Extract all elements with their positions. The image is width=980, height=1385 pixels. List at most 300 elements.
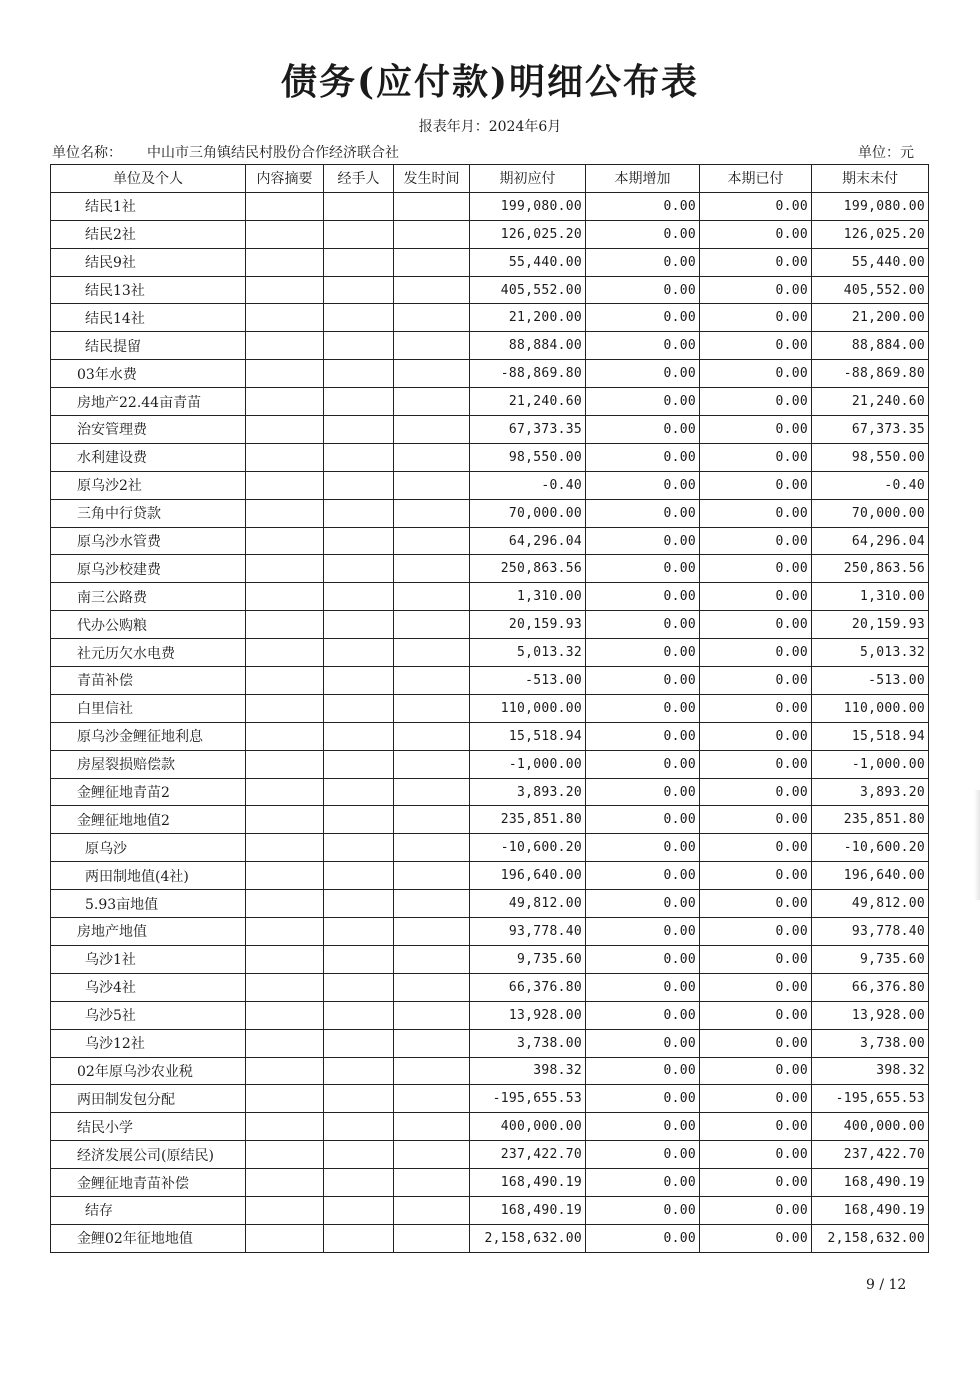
table-body bbox=[51, 192, 929, 1252]
cell-opening: 66,376.80 bbox=[470, 973, 586, 1001]
table-row bbox=[51, 778, 929, 806]
cell-opening: 20,159.93 bbox=[470, 611, 586, 639]
cell-date bbox=[394, 332, 470, 360]
cell-summary bbox=[246, 1057, 324, 1085]
cell-closing: 49,812.00 bbox=[812, 890, 929, 918]
table-row bbox=[51, 1196, 929, 1224]
cell-increase: 0.00 bbox=[586, 360, 700, 388]
cell-closing: -195,655.53 bbox=[812, 1085, 929, 1113]
cell-paid: 0.00 bbox=[700, 499, 812, 527]
cell-summary bbox=[246, 1001, 324, 1029]
cell-increase: 0.00 bbox=[586, 834, 700, 862]
cell-handler bbox=[324, 332, 394, 360]
cell-increase: 0.00 bbox=[586, 778, 700, 806]
cell-increase: 0.00 bbox=[586, 1169, 700, 1197]
col-header-handler: 经手人 bbox=[324, 165, 394, 193]
cell-opening: 405,552.00 bbox=[470, 276, 586, 304]
cell-date bbox=[394, 583, 470, 611]
cell-closing: 168,490.19 bbox=[812, 1196, 929, 1224]
cell-summary bbox=[246, 667, 324, 695]
cell-entity: 原乌沙金鲤征地利息 bbox=[51, 722, 246, 750]
cell-increase: 0.00 bbox=[586, 722, 700, 750]
cell-handler bbox=[324, 276, 394, 304]
cell-paid: 0.00 bbox=[700, 1196, 812, 1224]
cell-date bbox=[394, 1141, 470, 1169]
table-row bbox=[51, 918, 929, 946]
cell-opening: -195,655.53 bbox=[470, 1085, 586, 1113]
table-row bbox=[51, 1029, 929, 1057]
cell-date bbox=[394, 778, 470, 806]
cell-paid: 0.00 bbox=[700, 1141, 812, 1169]
cell-handler bbox=[324, 1224, 394, 1252]
cell-handler bbox=[324, 248, 394, 276]
cell-paid: 0.00 bbox=[700, 471, 812, 499]
cell-entity: 结存 bbox=[51, 1196, 246, 1224]
cell-date bbox=[394, 555, 470, 583]
cell-date bbox=[394, 890, 470, 918]
cell-opening: -88,869.80 bbox=[470, 360, 586, 388]
cell-date bbox=[394, 862, 470, 890]
table-row bbox=[51, 583, 929, 611]
cell-increase: 0.00 bbox=[586, 611, 700, 639]
cell-increase: 0.00 bbox=[586, 499, 700, 527]
table-row bbox=[51, 750, 929, 778]
cell-paid: 0.00 bbox=[700, 945, 812, 973]
cell-entity: 经济发展公司(原结民) bbox=[51, 1141, 246, 1169]
cell-paid: 0.00 bbox=[700, 527, 812, 555]
page-title: 债务(应付款)明细公布表 bbox=[280, 61, 700, 103]
cell-opening: -0.40 bbox=[470, 471, 586, 499]
cell-opening: 55,440.00 bbox=[470, 248, 586, 276]
cell-closing: 98,550.00 bbox=[812, 443, 929, 471]
cell-closing: 398.32 bbox=[812, 1057, 929, 1085]
cell-closing: 196,640.00 bbox=[812, 862, 929, 890]
cell-entity: 03年水费 bbox=[51, 360, 246, 388]
col-header-opening: 期初应付 bbox=[470, 165, 586, 193]
table-row bbox=[51, 360, 929, 388]
cell-closing: -0.40 bbox=[812, 471, 929, 499]
cell-increase: 0.00 bbox=[586, 806, 700, 834]
table-row bbox=[51, 443, 929, 471]
cell-opening: 235,851.80 bbox=[470, 806, 586, 834]
cell-closing: 110,000.00 bbox=[812, 694, 929, 722]
cell-opening: 93,778.40 bbox=[470, 918, 586, 946]
cell-paid: 0.00 bbox=[700, 918, 812, 946]
col-header-summary: 内容摘要 bbox=[246, 165, 324, 193]
cell-increase: 0.00 bbox=[586, 1029, 700, 1057]
cell-increase: 0.00 bbox=[586, 443, 700, 471]
cell-handler bbox=[324, 220, 394, 248]
cell-summary bbox=[246, 304, 324, 332]
cell-summary bbox=[246, 583, 324, 611]
cell-entity: 结民13社 bbox=[51, 276, 246, 304]
cell-date bbox=[394, 750, 470, 778]
col-header-closing: 期末未付 bbox=[812, 165, 929, 193]
table-row bbox=[51, 945, 929, 973]
cell-handler bbox=[324, 694, 394, 722]
cell-closing: 93,778.40 bbox=[812, 918, 929, 946]
cell-closing: -88,869.80 bbox=[812, 360, 929, 388]
table-row bbox=[51, 388, 929, 416]
cell-paid: 0.00 bbox=[700, 443, 812, 471]
table-row bbox=[51, 611, 929, 639]
cell-opening: 9,735.60 bbox=[470, 945, 586, 973]
cell-increase: 0.00 bbox=[586, 248, 700, 276]
currency-unit: 单位：元 bbox=[858, 145, 914, 161]
cell-date bbox=[394, 192, 470, 220]
cell-closing: 126,025.20 bbox=[812, 220, 929, 248]
cell-paid: 0.00 bbox=[700, 304, 812, 332]
table-row bbox=[51, 1141, 929, 1169]
cell-opening: 21,200.00 bbox=[470, 304, 586, 332]
table-row bbox=[51, 806, 929, 834]
cell-handler bbox=[324, 583, 394, 611]
cell-handler bbox=[324, 862, 394, 890]
cell-entity: 金鲤02年征地地值 bbox=[51, 1224, 246, 1252]
cell-opening: 3,893.20 bbox=[470, 778, 586, 806]
cell-paid: 0.00 bbox=[700, 611, 812, 639]
cell-date bbox=[394, 416, 470, 444]
cell-summary bbox=[246, 443, 324, 471]
cell-increase: 0.00 bbox=[586, 1141, 700, 1169]
cell-opening: -10,600.20 bbox=[470, 834, 586, 862]
cell-handler bbox=[324, 192, 394, 220]
cell-entity: 白里信社 bbox=[51, 694, 246, 722]
cell-summary bbox=[246, 499, 324, 527]
cell-handler bbox=[324, 806, 394, 834]
cell-paid: 0.00 bbox=[700, 1224, 812, 1252]
cell-date bbox=[394, 248, 470, 276]
cell-closing: 235,851.80 bbox=[812, 806, 929, 834]
cell-date bbox=[394, 220, 470, 248]
cell-opening: 400,000.00 bbox=[470, 1113, 586, 1141]
cell-opening: 49,812.00 bbox=[470, 890, 586, 918]
table-row bbox=[51, 722, 929, 750]
cell-increase: 0.00 bbox=[586, 583, 700, 611]
cell-paid: 0.00 bbox=[700, 1085, 812, 1113]
cell-date bbox=[394, 1085, 470, 1113]
cell-paid: 0.00 bbox=[700, 220, 812, 248]
table-row bbox=[51, 694, 929, 722]
cell-handler bbox=[324, 360, 394, 388]
cell-date bbox=[394, 304, 470, 332]
cell-handler bbox=[324, 471, 394, 499]
cell-date bbox=[394, 499, 470, 527]
cell-summary bbox=[246, 806, 324, 834]
cell-paid: 0.00 bbox=[700, 332, 812, 360]
cell-paid: 0.00 bbox=[700, 192, 812, 220]
cell-summary bbox=[246, 694, 324, 722]
cell-entity: 5.93亩地值 bbox=[51, 890, 246, 918]
cell-opening: 13,928.00 bbox=[470, 1001, 586, 1029]
cell-increase: 0.00 bbox=[586, 1001, 700, 1029]
cell-handler bbox=[324, 890, 394, 918]
scan-edge-shadow bbox=[974, 790, 980, 900]
cell-date bbox=[394, 973, 470, 1001]
cell-paid: 0.00 bbox=[700, 555, 812, 583]
cell-entity: 乌沙5社 bbox=[51, 1001, 246, 1029]
cell-summary bbox=[246, 611, 324, 639]
cell-increase: 0.00 bbox=[586, 220, 700, 248]
cell-paid: 0.00 bbox=[700, 248, 812, 276]
cell-increase: 0.00 bbox=[586, 945, 700, 973]
cell-closing: 13,928.00 bbox=[812, 1001, 929, 1029]
cell-entity: 乌沙1社 bbox=[51, 945, 246, 973]
table-row bbox=[51, 1113, 929, 1141]
cell-summary bbox=[246, 722, 324, 750]
cell-increase: 0.00 bbox=[586, 639, 700, 667]
cell-paid: 0.00 bbox=[700, 1113, 812, 1141]
cell-closing: 400,000.00 bbox=[812, 1113, 929, 1141]
cell-opening: 67,373.35 bbox=[470, 416, 586, 444]
cell-handler bbox=[324, 945, 394, 973]
cell-summary bbox=[246, 388, 324, 416]
cell-summary bbox=[246, 1113, 324, 1141]
cell-increase: 0.00 bbox=[586, 304, 700, 332]
payables-table bbox=[50, 164, 929, 1253]
cell-paid: 0.00 bbox=[700, 750, 812, 778]
cell-handler bbox=[324, 499, 394, 527]
cell-paid: 0.00 bbox=[700, 862, 812, 890]
cell-opening: 5,013.32 bbox=[470, 639, 586, 667]
cell-increase: 0.00 bbox=[586, 527, 700, 555]
table-row bbox=[51, 276, 929, 304]
cell-opening: 70,000.00 bbox=[470, 499, 586, 527]
cell-summary bbox=[246, 555, 324, 583]
table-row bbox=[51, 834, 929, 862]
cell-increase: 0.00 bbox=[586, 276, 700, 304]
cell-summary bbox=[246, 332, 324, 360]
cell-paid: 0.00 bbox=[700, 806, 812, 834]
cell-entity: 两田制地值(4社) bbox=[51, 862, 246, 890]
cell-opening: 199,080.00 bbox=[470, 192, 586, 220]
cell-entity: 结民1社 bbox=[51, 192, 246, 220]
cell-entity: 原乌沙 bbox=[51, 834, 246, 862]
unit-info-row bbox=[52, 142, 914, 162]
cell-paid: 0.00 bbox=[700, 973, 812, 1001]
cell-entity: 房地产地值 bbox=[51, 918, 246, 946]
cell-entity: 金鲤征地地值2 bbox=[51, 806, 246, 834]
table-row bbox=[51, 527, 929, 555]
cell-paid: 0.00 bbox=[700, 583, 812, 611]
cell-entity: 金鲤征地青苗2 bbox=[51, 778, 246, 806]
cell-handler bbox=[324, 527, 394, 555]
cell-date bbox=[394, 918, 470, 946]
cell-date bbox=[394, 471, 470, 499]
table-row bbox=[51, 1085, 929, 1113]
cell-handler bbox=[324, 722, 394, 750]
cell-date bbox=[394, 1196, 470, 1224]
cell-date bbox=[394, 639, 470, 667]
cell-summary bbox=[246, 360, 324, 388]
cell-closing: -513.00 bbox=[812, 667, 929, 695]
cell-opening: 196,640.00 bbox=[470, 862, 586, 890]
cell-closing: 3,738.00 bbox=[812, 1029, 929, 1057]
table-row bbox=[51, 416, 929, 444]
cell-increase: 0.00 bbox=[586, 1113, 700, 1141]
cell-summary bbox=[246, 1141, 324, 1169]
cell-summary bbox=[246, 834, 324, 862]
cell-entity: 代办公购粮 bbox=[51, 611, 246, 639]
cell-entity: 原乌沙水管费 bbox=[51, 527, 246, 555]
table-row bbox=[51, 332, 929, 360]
cell-entity: 乌沙12社 bbox=[51, 1029, 246, 1057]
cell-date bbox=[394, 667, 470, 695]
cell-closing: 15,518.94 bbox=[812, 722, 929, 750]
cell-handler bbox=[324, 918, 394, 946]
cell-entity: 结民提留 bbox=[51, 332, 246, 360]
cell-increase: 0.00 bbox=[586, 973, 700, 1001]
cell-entity: 三角中行贷款 bbox=[51, 499, 246, 527]
table-row bbox=[51, 639, 929, 667]
cell-opening: 168,490.19 bbox=[470, 1196, 586, 1224]
table-row bbox=[51, 890, 929, 918]
cell-handler bbox=[324, 611, 394, 639]
cell-summary bbox=[246, 416, 324, 444]
table-row bbox=[51, 862, 929, 890]
cell-summary bbox=[246, 862, 324, 890]
cell-summary bbox=[246, 973, 324, 1001]
cell-handler bbox=[324, 555, 394, 583]
cell-date bbox=[394, 1001, 470, 1029]
cell-increase: 0.00 bbox=[586, 416, 700, 444]
cell-entity: 金鲤征地青苗补偿 bbox=[51, 1169, 246, 1197]
cell-closing: 20,159.93 bbox=[812, 611, 929, 639]
cell-summary bbox=[246, 220, 324, 248]
cell-closing: 3,893.20 bbox=[812, 778, 929, 806]
cell-handler bbox=[324, 778, 394, 806]
cell-closing: 66,376.80 bbox=[812, 973, 929, 1001]
cell-closing: 70,000.00 bbox=[812, 499, 929, 527]
cell-entity: 青苗补偿 bbox=[51, 667, 246, 695]
cell-opening: 2,158,632.00 bbox=[470, 1224, 586, 1252]
cell-opening: 110,000.00 bbox=[470, 694, 586, 722]
cell-summary bbox=[246, 750, 324, 778]
cell-opening: 88,884.00 bbox=[470, 332, 586, 360]
cell-summary bbox=[246, 276, 324, 304]
cell-date bbox=[394, 1057, 470, 1085]
cell-paid: 0.00 bbox=[700, 890, 812, 918]
cell-entity: 原乌沙校建费 bbox=[51, 555, 246, 583]
cell-date bbox=[394, 1113, 470, 1141]
cell-entity: 房地产22.44亩青苗 bbox=[51, 388, 246, 416]
cell-increase: 0.00 bbox=[586, 471, 700, 499]
cell-paid: 0.00 bbox=[700, 416, 812, 444]
table-row bbox=[51, 1169, 929, 1197]
cell-handler bbox=[324, 834, 394, 862]
cell-date bbox=[394, 388, 470, 416]
organization-name: 中山市三角镇结民村股份合作经济联合社 bbox=[147, 145, 399, 161]
cell-summary bbox=[246, 248, 324, 276]
cell-entity: 结民2社 bbox=[51, 220, 246, 248]
cell-handler bbox=[324, 416, 394, 444]
cell-entity: 02年原乌沙农业税 bbox=[51, 1057, 246, 1085]
cell-increase: 0.00 bbox=[586, 1057, 700, 1085]
page-number: 9 / 12 bbox=[866, 1277, 907, 1293]
cell-opening: 3,738.00 bbox=[470, 1029, 586, 1057]
cell-handler bbox=[324, 750, 394, 778]
cell-closing: 21,240.60 bbox=[812, 388, 929, 416]
cell-paid: 0.00 bbox=[700, 722, 812, 750]
cell-date bbox=[394, 722, 470, 750]
cell-paid: 0.00 bbox=[700, 1029, 812, 1057]
table-row bbox=[51, 667, 929, 695]
cell-entity: 结民小学 bbox=[51, 1113, 246, 1141]
table-row bbox=[51, 973, 929, 1001]
cell-paid: 0.00 bbox=[700, 1001, 812, 1029]
cell-handler bbox=[324, 1141, 394, 1169]
cell-date bbox=[394, 1224, 470, 1252]
cell-date bbox=[394, 611, 470, 639]
table-row bbox=[51, 248, 929, 276]
table-row bbox=[51, 471, 929, 499]
cell-summary bbox=[246, 1085, 324, 1113]
cell-summary bbox=[246, 890, 324, 918]
cell-entity: 社元历欠水电费 bbox=[51, 639, 246, 667]
cell-opening: 398.32 bbox=[470, 1057, 586, 1085]
cell-paid: 0.00 bbox=[700, 834, 812, 862]
cell-paid: 0.00 bbox=[700, 778, 812, 806]
cell-opening: 237,422.70 bbox=[470, 1141, 586, 1169]
cell-closing: 55,440.00 bbox=[812, 248, 929, 276]
unit-name-label: 单位名称： bbox=[52, 145, 122, 161]
cell-paid: 0.00 bbox=[700, 639, 812, 667]
cell-closing: 405,552.00 bbox=[812, 276, 929, 304]
cell-increase: 0.00 bbox=[586, 192, 700, 220]
cell-handler bbox=[324, 304, 394, 332]
cell-summary bbox=[246, 527, 324, 555]
cell-date bbox=[394, 276, 470, 304]
cell-summary bbox=[246, 918, 324, 946]
cell-handler bbox=[324, 1029, 394, 1057]
cell-paid: 0.00 bbox=[700, 276, 812, 304]
cell-date bbox=[394, 360, 470, 388]
cell-summary bbox=[246, 1196, 324, 1224]
cell-opening: -1,000.00 bbox=[470, 750, 586, 778]
table-row bbox=[51, 220, 929, 248]
cell-opening: 250,863.56 bbox=[470, 555, 586, 583]
cell-entity: 结民9社 bbox=[51, 248, 246, 276]
table-row bbox=[51, 499, 929, 527]
cell-entity: 结民14社 bbox=[51, 304, 246, 332]
cell-date bbox=[394, 1169, 470, 1197]
cell-summary bbox=[246, 192, 324, 220]
cell-increase: 0.00 bbox=[586, 555, 700, 583]
cell-closing: 21,200.00 bbox=[812, 304, 929, 332]
cell-handler bbox=[324, 1169, 394, 1197]
cell-handler bbox=[324, 388, 394, 416]
cell-entity: 原乌沙2社 bbox=[51, 471, 246, 499]
col-header-date: 发生时间 bbox=[394, 165, 470, 193]
cell-opening: -513.00 bbox=[470, 667, 586, 695]
cell-paid: 0.00 bbox=[700, 388, 812, 416]
cell-paid: 0.00 bbox=[700, 360, 812, 388]
cell-increase: 0.00 bbox=[586, 890, 700, 918]
cell-date bbox=[394, 1029, 470, 1057]
cell-paid: 0.00 bbox=[700, 667, 812, 695]
cell-increase: 0.00 bbox=[586, 1196, 700, 1224]
cell-paid: 0.00 bbox=[700, 694, 812, 722]
cell-date bbox=[394, 834, 470, 862]
cell-handler bbox=[324, 1113, 394, 1141]
cell-closing: -10,600.20 bbox=[812, 834, 929, 862]
cell-handler bbox=[324, 639, 394, 667]
cell-closing: 9,735.60 bbox=[812, 945, 929, 973]
cell-opening: 168,490.19 bbox=[470, 1169, 586, 1197]
cell-increase: 0.00 bbox=[586, 750, 700, 778]
cell-entity: 乌沙4社 bbox=[51, 973, 246, 1001]
cell-entity: 水利建设费 bbox=[51, 443, 246, 471]
